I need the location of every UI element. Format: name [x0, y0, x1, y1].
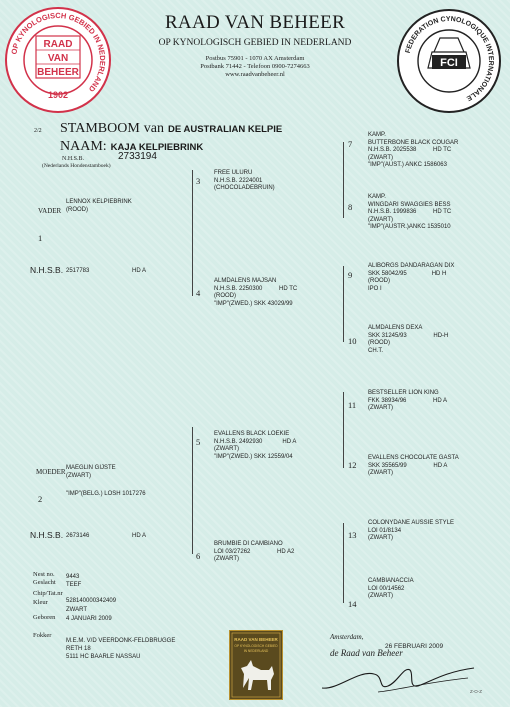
ancestor-14-line-1: CAMBIANACCIA [368, 578, 414, 584]
mother-hd: HD A [132, 533, 147, 539]
breeder-street: RETH 18 [66, 646, 91, 652]
breeder-info [66, 637, 175, 661]
ancestor-10-line-2: SKK 31245/93 HD-H [368, 332, 449, 339]
father-index: 1 [38, 233, 43, 243]
ancestor-12-line-1: EVALLENS CHOCOLATE GASTA [368, 455, 459, 461]
ancestor-5-line-1: EVALLENS BLACK LOEKIE [214, 431, 290, 437]
breeder-name: M.E.M. V/D VEERDONK-FELDBRUGGE [66, 638, 176, 644]
nest-label: Nest no. [33, 571, 55, 578]
ancestor-5-line-2: N.H.S.B. 2492930 HD A [214, 438, 297, 445]
ancestor-9 [368, 263, 454, 293]
ancestor-4-line-4: "IMP"(ZWED.) SKK 43029/99 [214, 300, 293, 307]
bracket-3 [343, 142, 344, 218]
ancestor-13-line-2: LOI 01/8134 [368, 527, 402, 534]
ancestor-4-line-3: (ROOD) [214, 293, 236, 299]
bracket-father [192, 170, 193, 296]
chip-label: Chip/Tat.nr [33, 590, 63, 597]
svg-text:RAAD: RAAD [43, 39, 73, 50]
ancestor-14 [368, 578, 414, 601]
geboren-label: Geboren [33, 614, 56, 621]
ancestor-10-index: 10 [348, 336, 357, 346]
svg-text:1902: 1902 [47, 90, 69, 100]
chip-value: 528140000342409 [66, 598, 117, 604]
ancestor-10-line-4: CH.T. [368, 347, 383, 354]
pedigree-title [60, 119, 282, 137]
father-nhsb-value: 2517783 [66, 268, 90, 274]
ancestor-6 [214, 541, 294, 564]
ancestor-14-index: 14 [348, 599, 357, 609]
svg-text:FEDERATION CYNOLOGIQUE INTERNA: FEDERATION CYNOLOGIQUE INTERNATIONALE [404, 15, 495, 102]
signature-org: de Raad van Beheer [330, 648, 403, 658]
breeder-city: 5111 HC BAARLE NASSAU [66, 654, 141, 660]
vader-label: VADER [38, 207, 62, 215]
ancestor-4-index: 4 [196, 288, 201, 298]
ancestor-7-index: 7 [348, 139, 353, 149]
mother-color: (ZWART) [66, 472, 91, 479]
dog-name: KAJA KELPIEBRINK [110, 142, 204, 153]
mother-import: "IMP"(BELG.) LOSH 1017276 [66, 491, 146, 497]
mother-name: MAEGLIN GIJSTE [66, 465, 116, 471]
footer-code: Z-O-Z [470, 689, 482, 694]
handwritten-signature [318, 660, 478, 696]
ancestor-5-index: 5 [196, 437, 201, 447]
father-color: (ROOD) [66, 206, 88, 213]
father-nhsb-label: N.H.S.B. [30, 265, 64, 275]
bracket-6 [343, 523, 344, 603]
kleur-label: Kleur [33, 598, 48, 606]
ancestor-9-line-1: ALIBORGS DANDARAGAN DIX [368, 263, 455, 269]
ancestor-13 [368, 520, 454, 543]
ancestor-5 [214, 431, 296, 461]
ancestor-9-index: 9 [348, 270, 353, 280]
ancestor-12-index: 12 [348, 460, 357, 470]
chip-labels [33, 590, 63, 607]
stamboom-label: STAMBOOM [60, 121, 140, 136]
nest-value: 9443 [66, 574, 80, 580]
father-info [66, 199, 132, 214]
ancestor-9-line-3: (ROOD) [368, 278, 390, 284]
fokker-label: Fokker [33, 632, 52, 639]
ancestor-11-index: 11 [348, 400, 357, 410]
mother-nhsb-value: 2673146 [66, 533, 90, 539]
svg-text:IN NEDERLAND: IN NEDERLAND [243, 649, 269, 653]
ancestor-4 [214, 278, 297, 308]
ancestor-5-line-3: (ZWART) [214, 446, 239, 452]
bracket-mother [192, 427, 193, 554]
detail-labels [33, 571, 56, 588]
bracket-5 [343, 392, 344, 468]
ancestor-5-line-4: "IMP"(ZWED.) SKK 12559/04 [214, 453, 293, 460]
geslacht-label: Geslacht [33, 579, 56, 587]
ancestor-6-index: 6 [196, 551, 201, 561]
ancestor-11-line-2: FKK 38934/96 HD A [368, 397, 448, 404]
naam-label: NAAM: [60, 139, 107, 154]
svg-text:VAN: VAN [47, 53, 69, 64]
ancestor-8-line-1: KAMP. [368, 194, 386, 200]
ancestor-10-line-1: ALMDALENS DEXA [368, 325, 423, 331]
father-hd: HD A [132, 268, 147, 274]
geboren-value: 4 JANUARI 2009 [66, 616, 112, 622]
ancestor-9-line-2: SKK 58042/95 HD H [368, 270, 447, 277]
mother-index: 2 [38, 494, 43, 504]
registration-number: 2733194 [118, 151, 157, 162]
ancestor-7-line-5: "IMP"(AUST.) ANKC 1586063 [368, 162, 447, 168]
father-name: LENNOX KELPIEBRINK [66, 199, 132, 205]
address-line-1: Postbus 75901 - 1070 AX Amsterdam [205, 55, 305, 62]
ancestor-7-line-1: KAMP. [368, 132, 386, 138]
svg-text:FCI: FCI [440, 57, 458, 69]
ancestor-8-line-4: (ZWART) [368, 216, 393, 223]
ancestor-6-line-2: LOI 03/27262 HD A2 [214, 548, 295, 555]
ancestor-7 [368, 132, 458, 170]
svg-text:OP KYNOLOGISCH GEBIED: OP KYNOLOGISCH GEBIED [234, 644, 278, 648]
nhsb-label-top: N.H.S.B. [62, 156, 85, 162]
moeder-label: MOEDER [36, 468, 66, 476]
ancestor-8-line-5: "IMP"(AUSTR.)ANKC 1535010 [368, 224, 451, 230]
ancestor-4-line-2: N.H.S.B. 2250300 HD TC [214, 285, 298, 292]
chip-values [66, 597, 116, 614]
website-link[interactable]: www.raadvanbeheer.nl [225, 71, 285, 78]
ancestor-8 [368, 194, 451, 232]
van-label: van [143, 121, 165, 136]
ancestor-9-line-4: IPO I [368, 285, 382, 292]
ancestor-13-line-1: COLONYDANE AUSSIE STYLE [368, 520, 455, 526]
ancestor-7-line-3: N.H.S.B. 2025538 HD TC [368, 147, 452, 153]
ancestor-6-line-1: BRUMBIE DI CAMBIANO [214, 541, 283, 547]
ancestor-8-line-2: WINGDARI SWAGGIES BESS [368, 201, 451, 208]
svg-text:BEHEER: BEHEER [37, 67, 79, 78]
ancestor-14-line-2: LOI 00/14562 [368, 585, 405, 592]
mother-info [66, 465, 116, 480]
bracket-4 [343, 266, 344, 342]
ancestor-10-line-3: (ROOD) [368, 340, 390, 346]
ancestor-11-line-1: BESTSELLER LION KING [368, 390, 439, 396]
ancestor-12-line-2: SKK 35565/99 HD A [368, 462, 448, 469]
ancestor-7-line-2: BUTTERBONE BLACK COUGAR [368, 139, 459, 146]
ancestor-12 [368, 455, 459, 478]
gold-stamp [229, 630, 283, 700]
breed-name: DE AUSTRALIAN KELPIE [168, 124, 283, 135]
signature-date: 26 FEBRUARI 2009 [385, 643, 444, 650]
signature-scribble [318, 660, 478, 696]
ancestor-3-line-2: N.H.S.B. 2224001 [214, 177, 263, 184]
page-number: 2/2 [34, 128, 42, 134]
ancestor-14-line-3: (ZWART) [368, 593, 393, 599]
ancestor-11-line-3: (ZWART) [368, 405, 393, 411]
ancestor-6-line-3: (ZWART) [214, 556, 239, 562]
ancestor-8-index: 8 [348, 202, 353, 212]
ancestor-3-line-1: FREE ULURU [214, 170, 253, 176]
organization-title: RAAD VAN BEHEER [164, 12, 346, 33]
kleur-value: ZWART [66, 606, 87, 613]
detail-values [66, 573, 81, 590]
ancestor-7-line-4: (ZWART) [368, 154, 393, 161]
ancestor-13-line-3: (ZWART) [368, 535, 393, 541]
organization-subtitle: OP KYNOLOGISCH GEBIED IN NEDERLAND [158, 38, 352, 48]
gold-stamp-graphic [229, 630, 283, 700]
ancestor-3-index: 3 [196, 176, 201, 186]
svg-text:OP KYNOLOGISCH GEBIED IN NEDER: OP KYNOLOGISCH GEBIED IN NEDERLAND [9, 10, 108, 94]
geslacht-value: TEEF [66, 582, 82, 589]
ancestor-11 [368, 390, 447, 413]
ancestor-8-line-3: N.H.S.B. 1999836 HD TC [368, 209, 452, 215]
ancestor-13-index: 13 [348, 530, 357, 540]
ancestor-4-line-1: ALMDALENS MAJSAN [214, 278, 277, 284]
mother-nhsb-label: N.H.S.B. [30, 530, 64, 540]
svg-text:RAAD VAN BEHEER: RAAD VAN BEHEER [234, 637, 278, 642]
stamboek-note: (Nederlands Hondenstamboek) [42, 163, 111, 169]
ancestor-3-line-3: (CHOCOLADEBRUIN) [214, 185, 275, 191]
ancestor-12-line-3: (ZWART) [368, 470, 393, 476]
signature-place: Amsterdam, [330, 633, 364, 641]
address-line-2: Postbank 71442 - Telefoon 0900-7274663 [200, 63, 310, 70]
ancestor-10 [368, 325, 448, 355]
ancestor-3 [214, 170, 275, 193]
